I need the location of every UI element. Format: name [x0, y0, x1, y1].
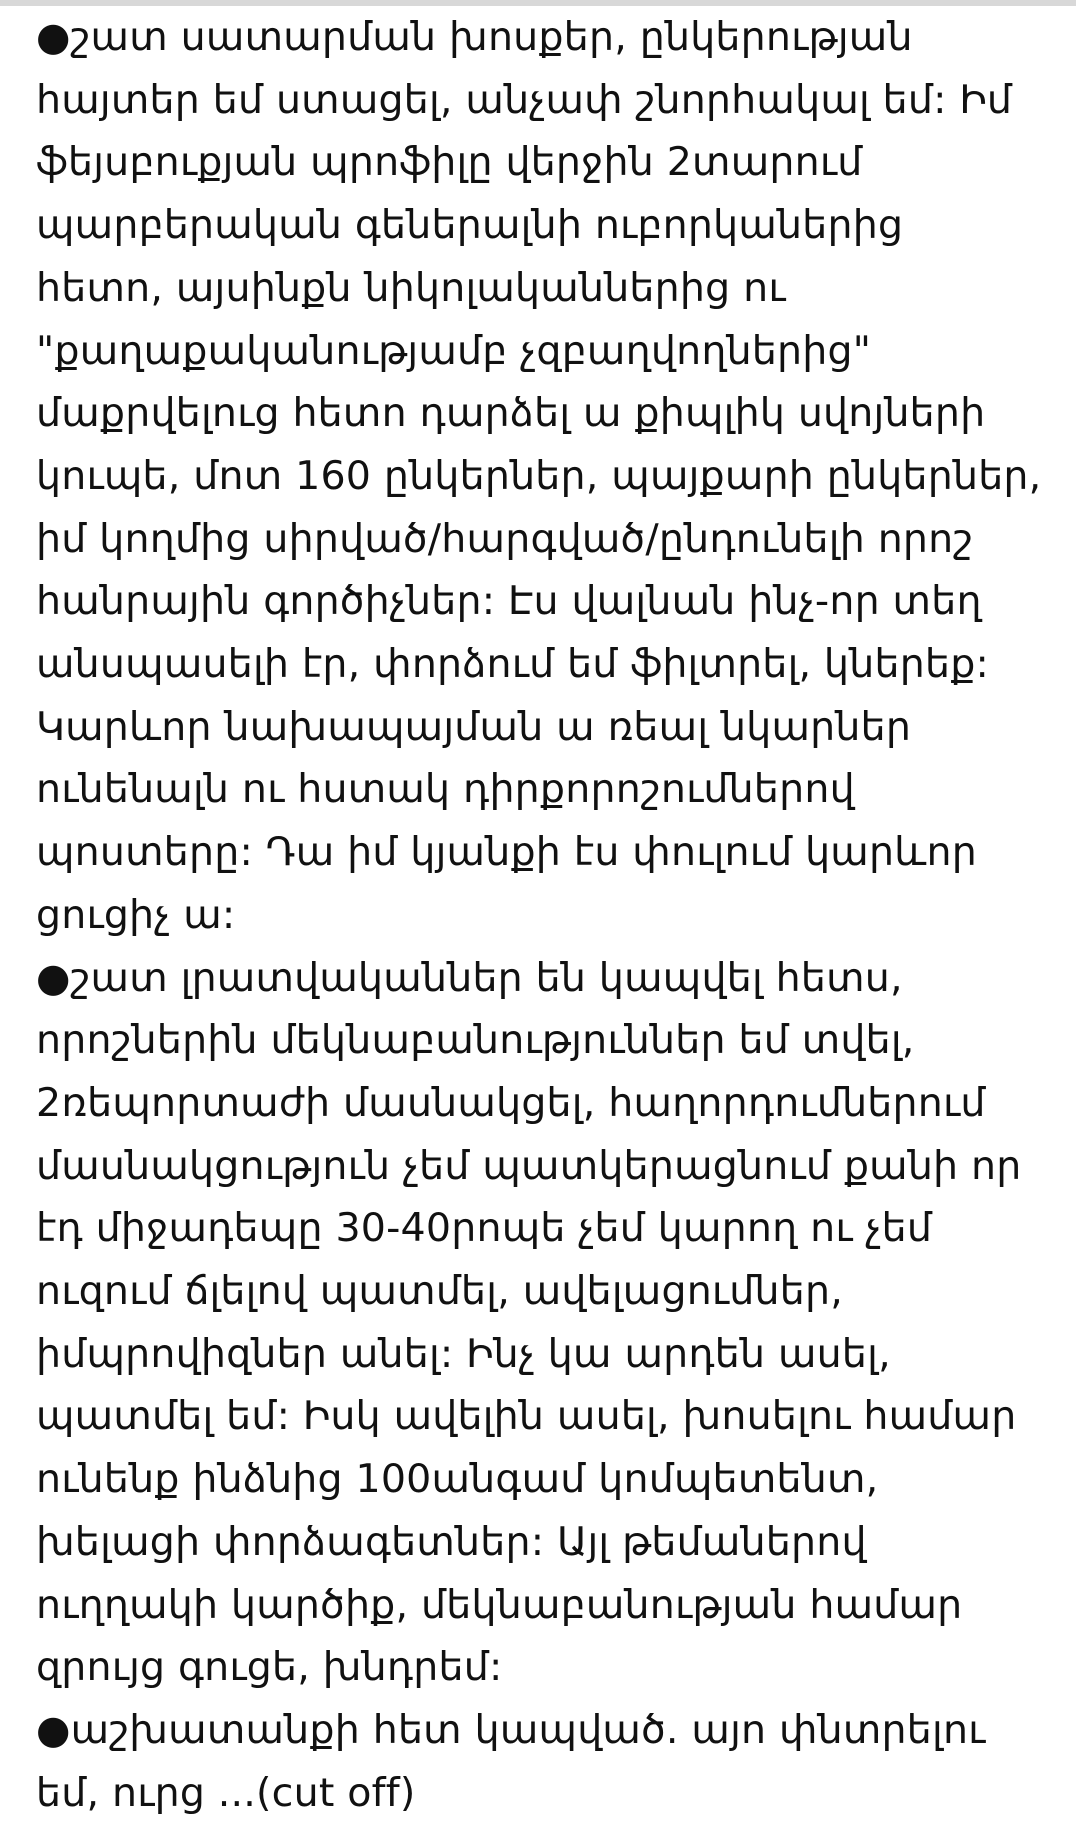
post-text [36, 6, 1056, 1824]
text-line: պատմել եմ: Իսկ ավելին ասել, խոսելու համար [36, 1393, 1017, 1440]
text-line: ֆեյսբուքյան պրոֆիլը վերջին 2տարում [36, 139, 863, 186]
text-line: ●շատ լրատվականներ են կապվել հետս, [36, 954, 903, 1001]
text-line: հայտեր եմ ստացել, անչափ շնորհակալ եմ: Իմ [36, 76, 1013, 123]
text-line: ●շատ սատարման խոսքեր, ընկերության [36, 14, 913, 60]
text-line: ունենալն ու հստակ դիրքորոշումներով [36, 766, 855, 813]
text-line: մասնակցություն չեմ պատկերացնում քանի որ [36, 1142, 1022, 1189]
text-line: ցուցիչ ա: [36, 891, 236, 938]
text-line: պոստերը: Դա իմ կյանքի էս փուլում կարևոր [36, 829, 977, 876]
text-line: հանրային գործիչներ: Էս վալնան ինչ-որ տեղ [36, 578, 982, 625]
text-line: մաքրվելուց հետո դարձել ա քիպլիկ սվոյների [36, 390, 986, 437]
text-line: ունենք ինձնից 100անգամ կոմպետենտ, [36, 1456, 879, 1503]
text-line: էդ միջադեպը 30-40րոպե չեմ կարող ու չեմ [36, 1205, 933, 1252]
text-line: խելացի փորձագետներ: Այլ թեմաներով [36, 1518, 867, 1565]
text-line: իմպրովիզներ անել: Ինչ կա արդեն ասել, [36, 1330, 891, 1377]
text-line: ուզում ճլելով պատմել, ավելացումներ, [36, 1268, 843, 1315]
text-line: որոշներին մեկնաբանություններ եմ տվել, [36, 1017, 915, 1064]
text-line: զրույց գուցե, խնդրեմ: [36, 1644, 503, 1691]
text-line: ●աշխատանքի հետ կապված. այո փնտրելու [36, 1706, 986, 1753]
text-line: կուպե, մոտ 160 ընկերներ, պայքարի ընկերներ, [36, 452, 1042, 499]
text-line: Կարևոր նախապայման ա ռեալ նկարներ [36, 703, 912, 750]
text-line: "քաղաքականությամբ չզբաղվողներից" [36, 327, 872, 374]
text-line: ուղղակի կարծիք, մեկնաբանության համար [36, 1581, 963, 1628]
text-line: եմ, ուրց ...(cut off) [36, 1769, 416, 1816]
text-line: պարբերական գեներալնի ուբորկաներից [36, 202, 904, 249]
text-line: հետո, այսինքն նիկոլականներից ու [36, 264, 786, 311]
text-line: անսպասելի էր, փորձում եմ ֆիլտրել, կներեք: [36, 641, 990, 688]
text-line: 2ռեպորտաժի մասնակցել, հաղորդումներում [36, 1079, 986, 1126]
text-line: իմ կողմից սիրված/հարգված/ընդունելի որոշ [36, 515, 974, 562]
